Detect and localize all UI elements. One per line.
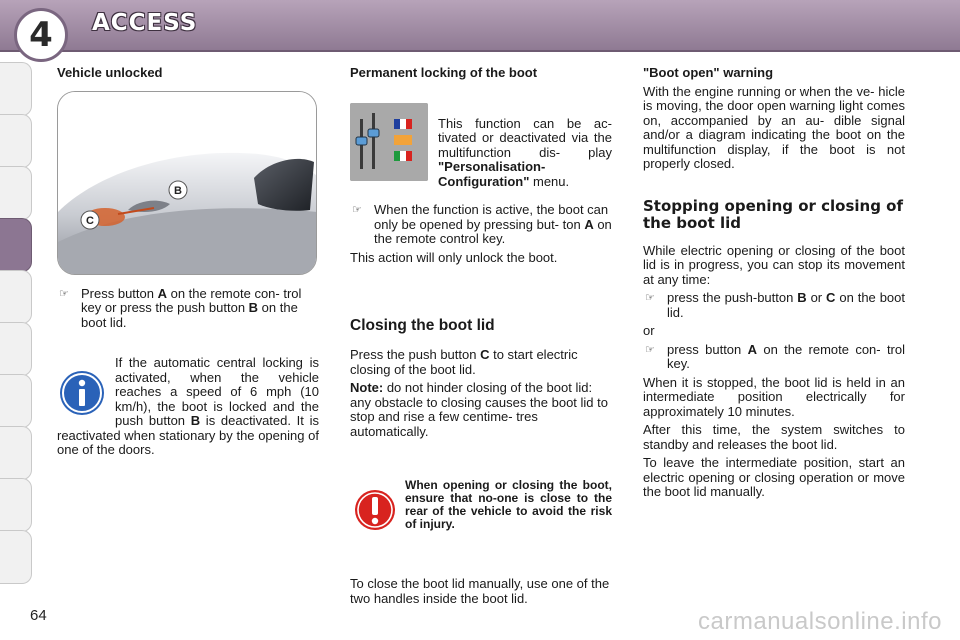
chapter-number-badge: 4 [14,8,68,62]
heading-permanent-locking: Permanent locking of the boot [350,65,538,80]
stop-instruction-remote: ☞ press button A on the remote con- trol key. [645,341,906,371]
chapter-tab[interactable] [0,530,32,584]
personalisation-text: This function can be ac- tivated or deactivated via the multifunction dis- play "Personalisation- Configuration" menu. [438,115,612,189]
column-right [643,66,905,504]
chapter-tab[interactable] [0,426,32,480]
closing-instruction: Press the push button C to start electric closing of the boot lid. [350,347,578,377]
watermark: carmanualsonline.info [698,608,942,635]
chapter-tab[interactable] [0,166,32,220]
column-middle [350,66,612,610]
heading-closing-boot-lid: Closing the boot lid [350,317,495,334]
boot-open-text: With the engine running or when the ve- hicle is moving, the door open warning light comes on, accompanied by an au- dible signal and/or a diagram indicating the boot on the multifunction display, if the boot is not properly closed. [643,83,905,171]
photo-label-c: C [86,214,94,227]
chapter-title: ACCESS [92,10,198,36]
heading-stopping-boot-lid: Stopping opening or closing of the boot lid [643,196,904,232]
or-text: or [643,323,655,338]
chapter-tab[interactable] [0,270,32,324]
closing-note: Note: do not hinder closing of the boot lid: any obstacle to closing causes the boot lid to stop and rise a few centime- tres automatically. [350,380,608,439]
held-position-text: When it is stopped, the boot lid is held in an intermediate position electrically for approximately 10 minutes. [643,374,905,419]
manual-closing-text: To close the boot lid manually, use one of the two handles inside the boot lid. [350,576,610,606]
pointer-hand-icon: ☞ [59,287,69,300]
chapter-tab[interactable] [0,114,32,168]
multifunction-settings-icon [350,103,428,181]
unlock-instruction: ☞ Press button A on the remote con- trol key or press the push button B on the boot lid. [59,285,302,330]
chapter-tab[interactable] [0,322,32,376]
heading-vehicle-unlocked: Vehicle unlocked [57,65,163,80]
leave-position-text: To leave the intermediate position, start an electric opening or closing operation or move the boot lid manually. [643,455,905,499]
warning-note [350,479,612,539]
header-divider [0,50,960,52]
unlock-boot-note: This action will only unlock the boot. [350,249,558,265]
boot-lid-photo [57,91,317,275]
permanent-lock-instruction: ☞ When the function is active, the boot can only be opened by pressing but- ton A on the remote control key. [352,202,612,246]
boot-lid-illustration [58,92,317,275]
info-icon [59,370,105,416]
heading-boot-open-warning: "Boot open" warning [643,65,774,80]
pointer-hand-icon: ☞ [645,292,655,304]
info-note: If the automatic central locking is activated, when the vehicle reaches a speed of 6 mph (10 km/h), the boot is locked and the push button B is deactivated. It is reactivated when stationary by the opening of one of the doors. [57,355,319,457]
pointer-hand-icon: ☞ [645,343,655,356]
chapter-tab-active[interactable] [0,218,32,272]
stopping-text: While electric opening or closing of the boot lid is in progress, you can stop its movement at any time: [643,242,905,287]
personalisation-block [350,87,612,190]
column-left [57,66,319,458]
page-number: 64 [30,607,47,624]
chapter-tab[interactable] [0,478,32,532]
standby-text: After this time, the system switches to standby and releases the boot lid. [643,422,905,452]
warning-text: When opening or closing the boot, ensure that no-one is close to the rear of the vehicle to avoid the risk of injury. [405,478,612,531]
chapter-tab[interactable] [0,62,32,116]
chapter-tab[interactable] [0,374,32,428]
stop-instruction-push-button: ☞ press the push-button B or C on the boot lid. [645,290,906,320]
photo-label-b: B [174,184,182,197]
warning-exclamation-icon [354,489,396,531]
pointer-hand-icon: ☞ [352,204,362,216]
chapter-tabs [0,52,34,577]
